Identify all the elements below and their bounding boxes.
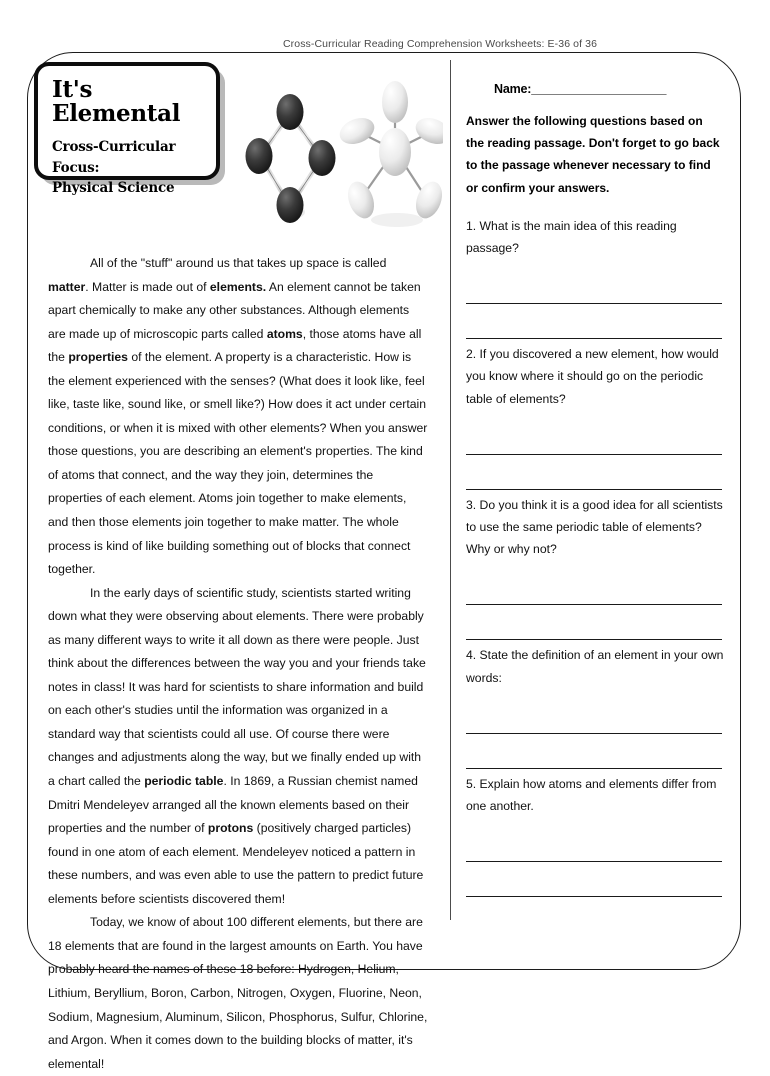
passage-paragraph: [48, 582, 428, 912]
answer-line[interactable]: [466, 416, 722, 455]
question-text: 4. State the definition of an element in your own words:: [466, 648, 724, 685]
question-text: 2. If you discovered a new element, how would you know where it should go on the periodic table of elements?: [466, 347, 719, 406]
dark-four-atom-ring-molecule: [246, 94, 336, 223]
question-block-2: [466, 343, 724, 490]
light-six-atom-radial-molecule: [336, 81, 443, 227]
passage-key-term: periodic table: [144, 774, 224, 789]
answer-line[interactable]: [466, 862, 722, 897]
passage-paragraph: [48, 911, 428, 1076]
passage-run: (positively charged particles) found in one atom of each element. Mendeleyev noticed a pattern in these numbers, and was even able to use the pattern to predict future elements before scientists discovered them!: [48, 821, 424, 906]
molecules-svg: [243, 78, 443, 243]
answer-line[interactable]: [466, 304, 722, 339]
passage-key-term: atoms: [266, 326, 303, 341]
answer-line[interactable]: [466, 734, 722, 769]
reading-passage: [48, 252, 428, 1076]
question-text: 3. Do you think it is a good idea for all scientists to use the same periodic table of elements? Why or why not?: [466, 497, 723, 557]
answer-line[interactable]: [466, 455, 722, 490]
atom-node: [309, 140, 336, 176]
column-divider: [450, 60, 451, 920]
answer-line[interactable]: [466, 566, 722, 605]
passage-key-term: properties: [68, 350, 128, 365]
passage-run: , those atoms have all the: [48, 326, 422, 365]
passage-key-term: matter: [48, 279, 86, 294]
question-block-3: [466, 494, 724, 641]
name-label: Name:: [494, 82, 532, 96]
answer-line[interactable]: [466, 823, 722, 862]
atom-node: [382, 81, 408, 123]
answer-line[interactable]: [466, 695, 722, 734]
passage-key-term: protons: [207, 821, 254, 836]
running-header-text: Cross-Curricular Reading Comprehension Worksheets: E-36 of 36: [282, 38, 598, 50]
atom-node: [336, 113, 378, 149]
page-title: It's Elemental: [52, 76, 181, 128]
passage-run: of the element. A property is a characteristic. How is the element experienced with the senses? (What does it look like, feel like, taste like, sound like, or smell like?) How does it act under certain conditions, or when it is mixed with other elements? When you answer those questions, you are describing an element's properties. The kind of atoms that connect, and the way they join, determines the properties of each element. Atoms join together to make elements, and then those elements join together to make matter. The whole process is kind of like building something out of blocks that connect together.: [48, 350, 428, 577]
focus-block: [52, 137, 216, 198]
passage-run: In the early days of scientific study, scientists started writing down what they were observing about elements. There were probably as many different ways to write it all down as there were people. Just think about the differences between the way you and your friends take notes in class! It was hard for scientists to share information and build on each other's studies until the information was organized in a standard way that scientists could all use. Of course there were changes and adjustments along the way, but we finally ended up with a chart called the: [48, 585, 426, 789]
atom-node: [277, 94, 304, 130]
molecule-illustration: [243, 78, 443, 243]
name-blank[interactable]: ____________________: [531, 82, 667, 96]
question-text: 5. Explain how atoms and elements differ from one another.: [466, 776, 717, 813]
question-block-5: [466, 773, 724, 897]
atom-node: [277, 187, 304, 223]
answer-line[interactable]: [466, 265, 722, 304]
atom-node-center: [379, 128, 411, 176]
atom-node: [343, 178, 379, 222]
atom-node: [412, 113, 443, 149]
passage-run: Today, we know of about 100 different elements, but there are 18 elements that are found in the largest amounts on Earth. You have probably heard the names of these 18 before: Hydrogen, Helium, Lithium, Beryllium, Boron, Carbon, Nitrogen, Oxygen, Fluorine, Neon, Sodium, Magnesium, Aluminum, Silicon, Phosphorus, Sulfur, Chlorine, and Argon. When it comes down to the building blocks of matter, it's elemental!: [48, 915, 428, 1071]
passage-run: . Matter is made out of: [85, 279, 210, 294]
question-block-4: [466, 644, 724, 768]
question-column: [466, 82, 724, 901]
passage-key-term: elements.: [209, 279, 267, 294]
focus-label: Cross-Curricular Focus:: [52, 139, 176, 176]
running-header: [0, 38, 770, 50]
passage-run: An element cannot be taken apart chemically to make any other substances. Although elements are made up of microscopic parts called: [48, 279, 421, 341]
question-text: 1. What is the main idea of this reading passage?: [466, 218, 677, 255]
passage-run: . In 1869, a Russian chemist named Dmitri Mendeleyev arranged all the known elements based on their properties and the number of: [48, 774, 418, 836]
atom-node: [246, 138, 273, 174]
passage-paragraph: [48, 252, 428, 582]
focus-subject: Physical Science: [52, 179, 175, 196]
title-badge: [34, 62, 220, 196]
passage-run: All of the "stuff" around us that takes up space is called: [90, 256, 387, 270]
answer-line[interactable]: [466, 605, 722, 640]
directions-text: Answer the following questions based on the reading passage. Don't forget to go back to the passage whenever necessary to find or confirm your answers.: [466, 114, 720, 195]
name-field-row[interactable]: [466, 82, 724, 96]
question-block-1: [466, 215, 724, 339]
